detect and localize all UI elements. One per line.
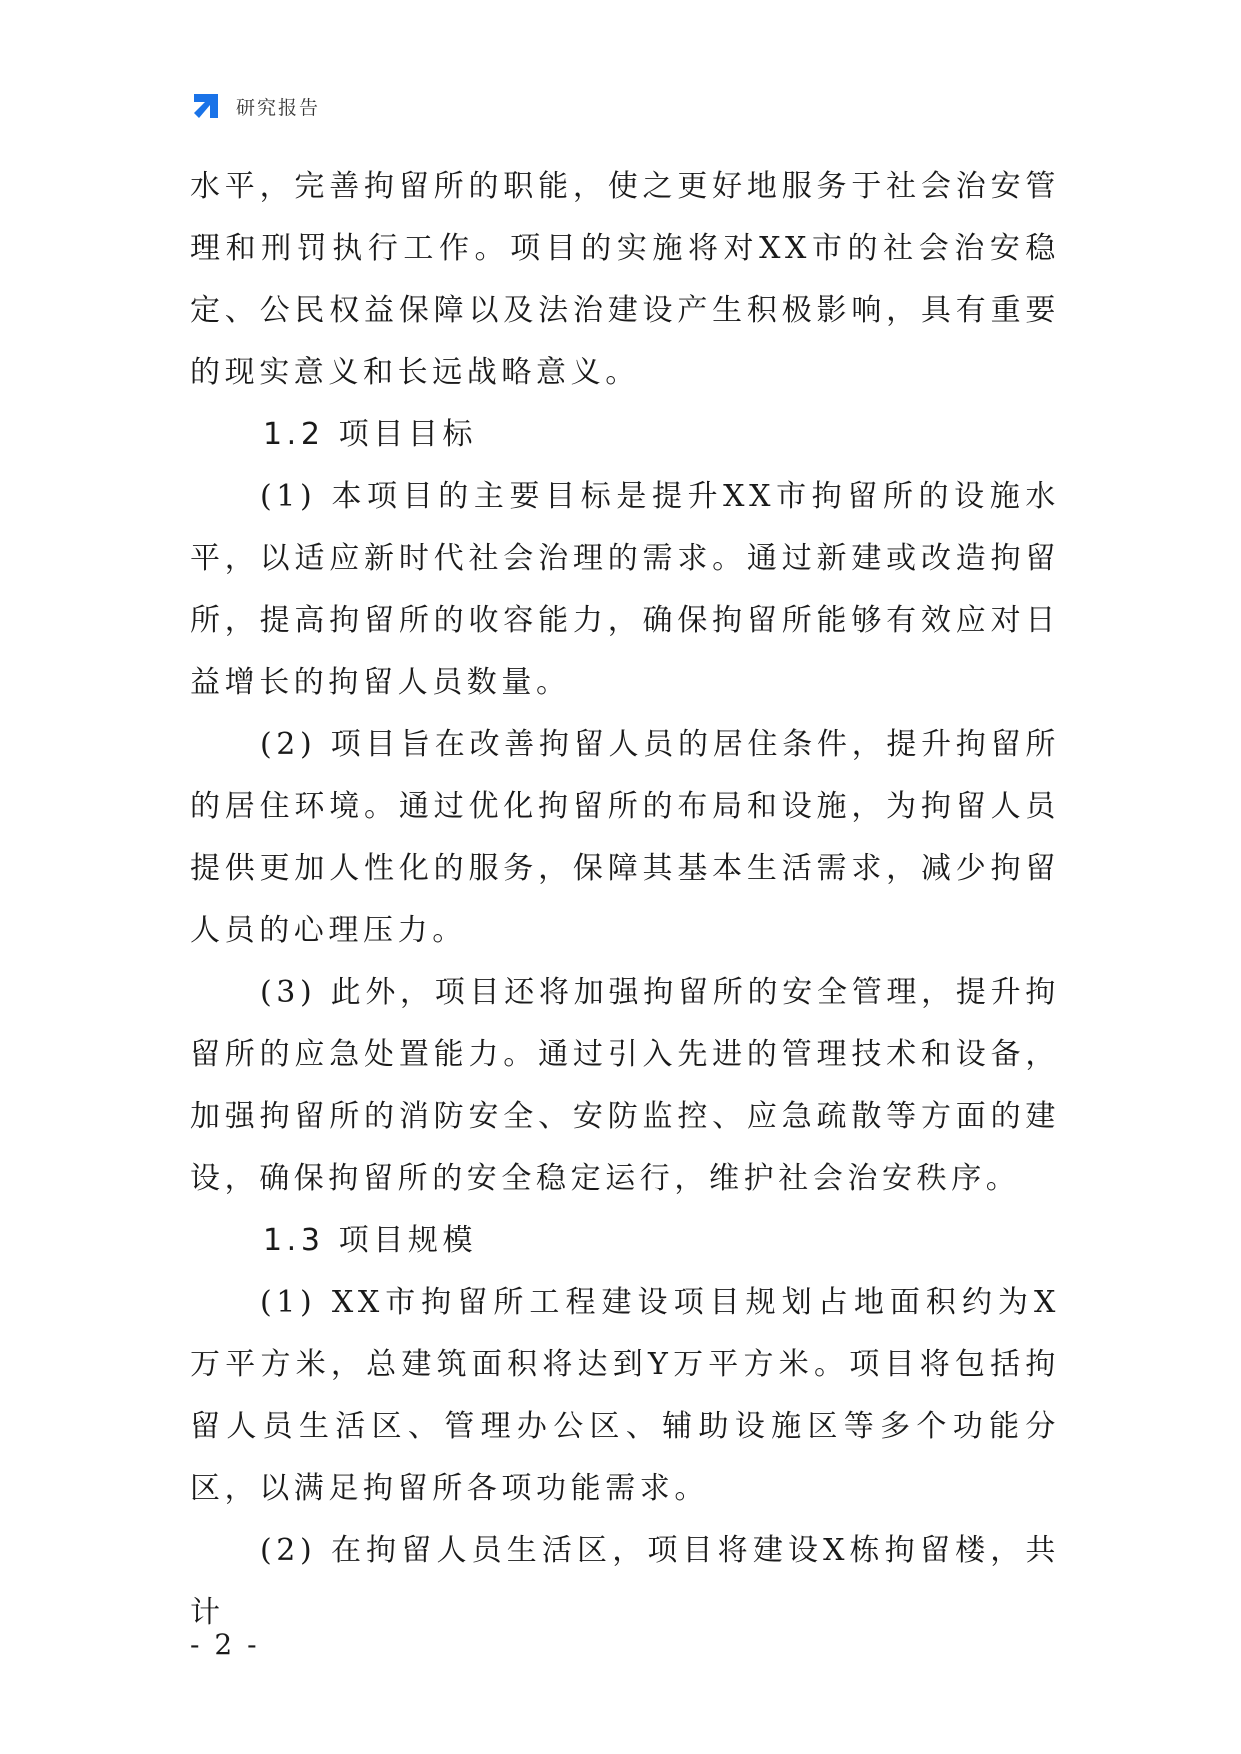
header-title: 研究报告 [236,96,321,119]
paragraph-scale-1: (1) XX市拘留所工程建设项目规划占地面积约为X万平方米，总建筑面积将达到Y万平方米。项目将包括拘留人员生活区、管理办公区、辅助设施区等多个功能分区，以满足拘留所各项功能需求。 [190,1285,1060,1506]
paragraph-goal-1: (1) 本项目的主要目标是提升XX市拘留所的设施水平，以适应新时代社会治理的需求。通过新建或改造拘留所，提高拘留所的收容能力，确保拘留所能够有效应对日益增长的拘留人员数量。 [190,479,1060,700]
document-body [190,156,1060,1644]
paragraph-goal-2: (2) 项目旨在改善拘留人员的居住条件，提升拘留所的居住环境。通过优化拘留所的布局和设施，为拘留人员提供更加人性化的服务，保障其基本生活需求，减少拘留人员的心理压力。 [190,727,1060,948]
section-heading-project-goals: 1.2 项目目标 [263,417,478,452]
paragraph-intro-continuation: 水平，完善拘留所的职能，使之更好地服务于社会治安管理和刑罚执行工作。项目的实施将对XX市的社会治安稳定、公民权益保障以及法治建设产生积极影响，具有重要的现实意义和长远战略意义。 [190,169,1060,390]
paragraph-goal-3: (3) 此外，项目还将加强拘留所的安全管理，提升拘留所的应急处置能力。通过引入先进的管理技术和设备，加强拘留所的消防安全、安防监控、应急疏散等方面的建设，确保拘留所的安全稳定运行，维护社会治安秩序。 [190,975,1060,1196]
section-heading-project-scale: 1.3 项目规模 [263,1223,478,1258]
page-number: - 2 - [190,1628,260,1661]
paragraph-scale-2: (2) 在拘留人员生活区，项目将建设X栋拘留楼，共计 [190,1533,1060,1630]
page-header [190,88,320,124]
arrow-logo-icon [190,90,222,122]
